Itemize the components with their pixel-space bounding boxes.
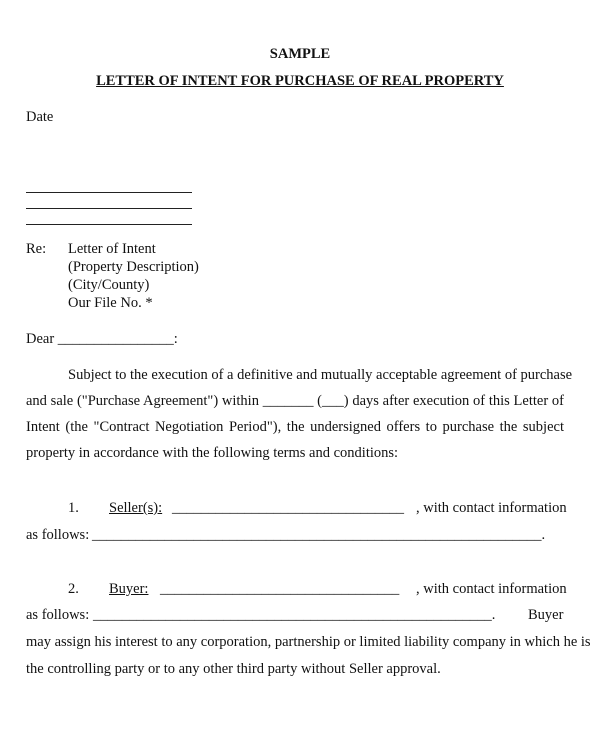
document-title: LETTER OF INTENT FOR PURCHASE OF REAL PROPERTY <box>96 73 504 89</box>
buyer-contact-blank: _______________________________________________________. <box>93 607 496 623</box>
buyer-follows-label: as follows: <box>26 607 90 623</box>
date-label: Date <box>26 109 54 125</box>
buyer-word: Buyer <box>528 607 564 623</box>
seller-name-blank: ________________________________ <box>172 500 404 516</box>
item-1-number: 1. <box>68 500 79 516</box>
buyer-name-blank: _________________________________ <box>160 581 400 597</box>
body-line-2: and sale ("Purchase Agreement") within _______ (___) days after execution of this Letter of <box>26 393 564 409</box>
buyer-label: Buyer: <box>109 581 149 597</box>
item-2-number: 2. <box>68 581 79 597</box>
dear-blank: ________________: <box>57 331 178 347</box>
seller-contact-blank: ______________________________________________________________. <box>92 527 546 543</box>
dear-word: Dear <box>26 331 55 347</box>
address-line-2 <box>26 208 192 209</box>
re-line-4: Our File No. * <box>68 295 153 311</box>
sample-heading: SAMPLE <box>269 46 331 62</box>
buyer-assign-line-1: may assign his interest to any corporation, partnership or limited liability company in which he is <box>26 634 591 650</box>
seller-contact-tail: , with contact information <box>416 500 567 516</box>
buyer-contact-tail: , with contact information <box>416 581 567 597</box>
address-line-3 <box>26 224 192 225</box>
salutation <box>26 330 178 348</box>
re-line-1: Letter of Intent <box>68 241 156 257</box>
buyer-assign-line-2: the controlling party or to any other third party without Seller approval. <box>26 661 441 677</box>
re-line-3: (City/County) <box>68 277 150 293</box>
seller-label: Seller(s): <box>109 500 163 516</box>
body-line-1: Subject to the execution of a definitive and mutually acceptable agreement of purchase <box>68 367 573 383</box>
re-line-2: (Property Description) <box>68 259 199 275</box>
body-line-3: Intent (the "Contract Negotiation Period"), the undersigned offers to purchase the subject <box>26 419 564 435</box>
address-line-1 <box>26 192 192 193</box>
re-label: Re: <box>26 241 47 257</box>
body-line-4: property in accordance with the following terms and conditions: <box>26 445 399 461</box>
seller-follows-label: as follows: <box>26 527 90 543</box>
